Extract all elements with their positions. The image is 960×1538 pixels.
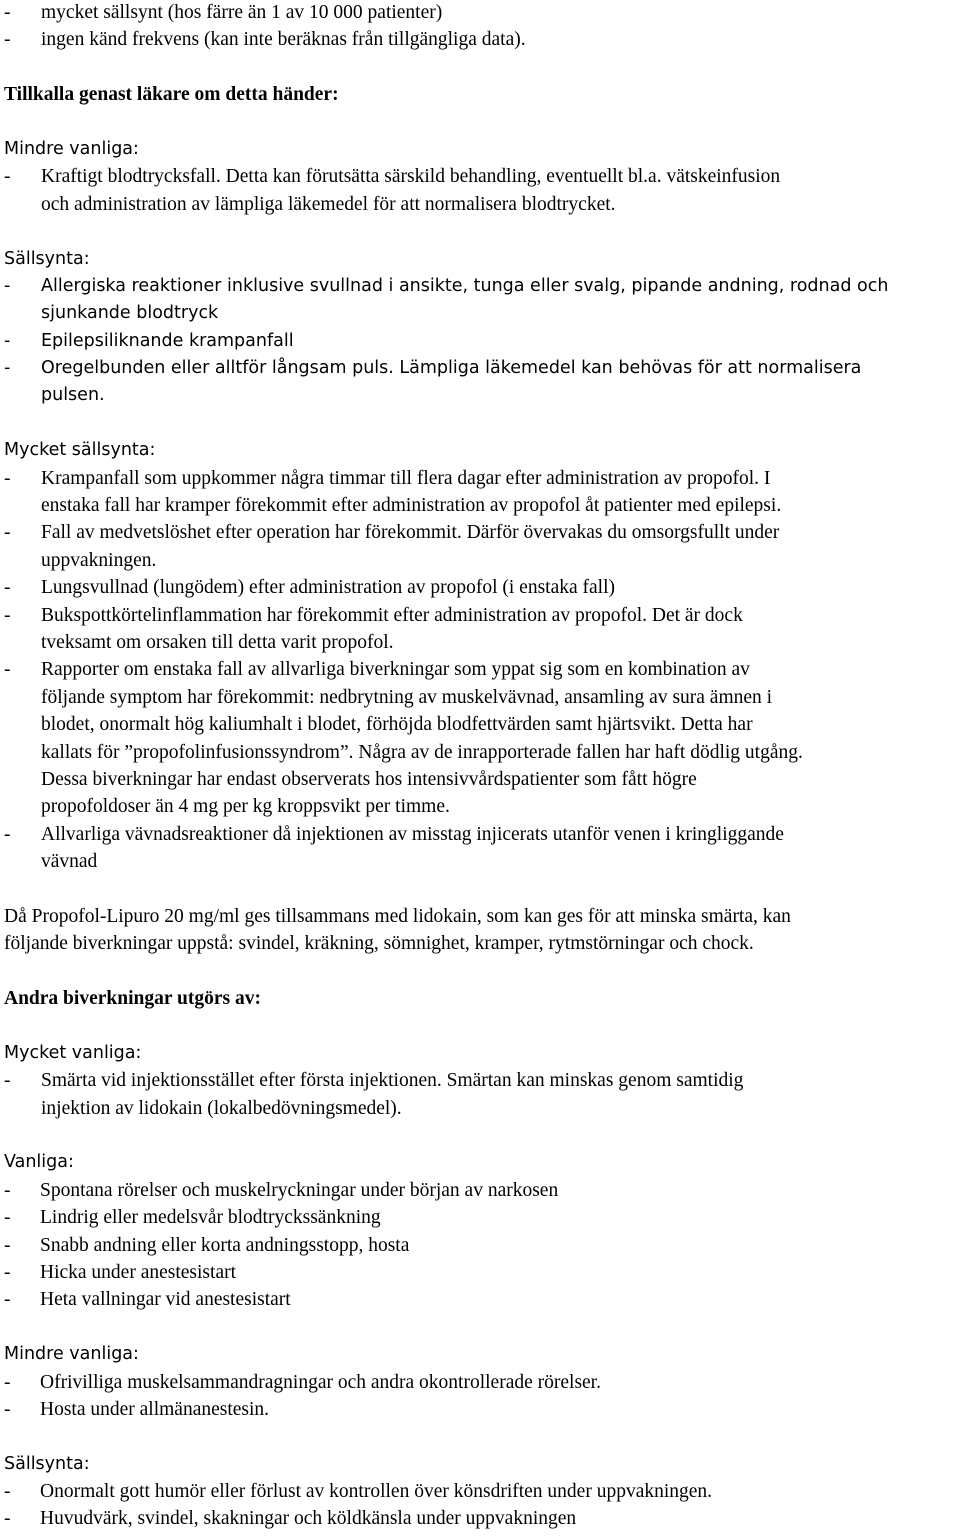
- list-item-text: Bukspottkörtelinflammation har förekommit efter administration av propofol. Det är dock: [41, 604, 743, 626]
- list-item: [4, 1396, 956, 1423]
- frequency-label-mycket-vanliga: Mycket vanliga:: [4, 1042, 142, 1063]
- spacer: [4, 958, 956, 985]
- bullet-dash: -: [4, 1234, 11, 1256]
- list-item: [4, 1286, 956, 1313]
- list-item-text: Allvarliga vävnadsreaktioner då injektionen av misstag injicerats utanför venen i kringliggande: [41, 823, 784, 845]
- frequency-label-sallsynta: Sällsynta:: [4, 1453, 90, 1474]
- list-item: [4, 163, 956, 190]
- list-item-text: Allergiska reaktioner inklusive svullnad i ansikte, tunga eller svalg, pipande andning, rodnad och: [41, 275, 889, 296]
- bullet-dash: -: [4, 577, 11, 599]
- list-item-continuation: enstaka fall har kramper förekommit efter administration av propofol åt patienter med epilepsi.: [41, 495, 782, 517]
- list-item: [4, 26, 956, 53]
- bullet-dash: -: [4, 604, 11, 626]
- list-item-continuation: injektion av lidokain (lokalbedövningsmedel).: [41, 1097, 402, 1119]
- list-item: [4, 1204, 956, 1231]
- frequency-label-mindre-vanliga: Mindre vanliga:: [4, 138, 139, 159]
- list-item: [4, 1067, 956, 1094]
- bullet-dash: -: [4, 358, 11, 379]
- section-heading-other-side-effects: Andra biverkningar utgörs av:: [4, 988, 261, 1010]
- bullet-dash: -: [4, 1398, 11, 1420]
- lidokain-paragraph-line: Då Propofol-Lipuro 20 mg/ml ges tillsammans med lidokain, som kan ges för att minska smärta, kan: [4, 905, 791, 927]
- bullet-dash: -: [4, 1070, 11, 1092]
- list-item: [4, 1369, 956, 1396]
- frequency-label-vanliga: Vanliga:: [4, 1152, 74, 1173]
- list-item-text: ingen känd frekvens (kan inte beräknas från tillgängliga data).: [41, 29, 526, 51]
- list-item: [4, 328, 956, 355]
- list-item: [4, 1478, 956, 1505]
- bullet-dash: -: [4, 1371, 11, 1393]
- list-item: [4, 1232, 956, 1259]
- list-item-text: Spontana rörelser och muskelryckningar under början av narkosen: [40, 1179, 559, 1201]
- list-item-continuation: propofoldoser än 4 mg per kg kroppsvikt per timme.: [41, 796, 450, 818]
- list-item-text: Kraftigt blodtrycksfall. Detta kan förutsätta särskild behandling, eventuellt bl.a. vätskeinfusion: [41, 166, 781, 188]
- bullet-dash: -: [4, 29, 11, 51]
- list-item-continuation: pulsen.: [41, 385, 105, 406]
- bullet-dash: -: [4, 275, 11, 296]
- list-item: [4, 574, 956, 601]
- bullet-dash: -: [4, 1289, 11, 1311]
- list-item: [4, 1505, 956, 1532]
- bullet-dash: -: [4, 166, 11, 188]
- list-item-text: Huvudvärk, svindel, skakningar och köldkänsla under uppvakningen: [40, 1508, 577, 1530]
- list-item-continuation: blodet, onormalt hög kaliumhalt i blodet, förhöjda blodfettvärden samt hjärtsvikt. Detta har: [41, 714, 753, 736]
- bullet-dash: -: [4, 467, 11, 489]
- bullet-dash: -: [4, 1261, 11, 1283]
- lidokain-paragraph-line: följande biverkningar uppstå: svindel, kräkning, sömnighet, kramper, rytmstörningar och chock.: [4, 933, 754, 955]
- spacer: [4, 410, 956, 437]
- list-item-text: mycket sällsynt (hos färre än 1 av 10 000 patienter): [41, 2, 443, 23]
- list-item: [4, 602, 956, 629]
- bullet-dash: -: [4, 1508, 11, 1530]
- list-item-text: Hicka under anestesistart: [40, 1261, 237, 1283]
- list-item-text: Smärta vid injektionsstället efter första injektionen. Smärtan kan minskas genom samtidig: [41, 1070, 744, 1092]
- list-item: [4, 1177, 956, 1204]
- list-item-text: Onormalt gott humör eller förlust av kontrollen över könsdriften under uppvakningen.: [40, 1481, 713, 1503]
- bullet-dash: -: [4, 659, 11, 681]
- bullet-dash: -: [4, 823, 11, 845]
- list-item-continuation: och administration av lämpliga läkemedel för att normalisera blodtrycket.: [41, 193, 616, 215]
- list-item: [4, 656, 956, 683]
- spacer: [4, 54, 956, 81]
- bullet-dash: -: [4, 1481, 11, 1503]
- list-item-text: Lungsvullnad (lungödem) efter administration av propofol (i enstaka fall): [41, 577, 616, 599]
- spacer: [4, 218, 956, 245]
- list-item-continuation: uppvakningen.: [41, 549, 157, 571]
- list-item-text: Oregelbunden eller alltför långsam puls. Lämpliga läkemedel kan behövas för att normalisera: [41, 358, 862, 379]
- document-page: [4, 0, 956, 1533]
- frequency-label-mindre-vanliga: Mindre vanliga:: [4, 1344, 139, 1365]
- list-item: [4, 465, 956, 492]
- list-item: [4, 355, 956, 382]
- list-item-text: Ofrivilliga muskelsammandragningar och andra okontrollerade rörelser.: [40, 1371, 601, 1393]
- frequency-label-sallsynta: Sällsynta:: [4, 248, 90, 269]
- list-item-text: Rapporter om enstaka fall av allvarliga biverkningar som yppat sig som en kombination av: [41, 659, 750, 681]
- list-item-continuation: tveksamt om orsaken till detta varit propofol.: [41, 631, 394, 653]
- spacer: [4, 876, 956, 903]
- bullet-dash: -: [4, 330, 11, 351]
- list-item-continuation: sjunkande blodtryck: [41, 303, 219, 324]
- list-item-continuation: vävnad: [41, 851, 98, 873]
- spacer: [4, 1314, 956, 1341]
- list-item-text: Epilepsiliknande krampanfall: [41, 330, 294, 351]
- bullet-dash: -: [4, 522, 11, 544]
- spacer: [4, 1423, 956, 1450]
- section-heading-call-doctor: Tillkalla genast läkare om detta händer:: [4, 84, 339, 106]
- list-item-text: Snabb andning eller korta andningsstopp, hosta: [40, 1234, 410, 1256]
- bullet-dash: -: [4, 2, 11, 23]
- list-item-text: Lindrig eller medelsvår blodtryckssänkning: [40, 1207, 381, 1229]
- list-item-text: Fall av medvetslöshet efter operation har förekommit. Därför övervakas du omsorgsfullt under: [41, 522, 780, 544]
- list-item: [4, 273, 956, 300]
- list-item-text: Hosta under allmänanestesin.: [40, 1398, 270, 1420]
- list-item-text: Heta vallningar vid anestesistart: [40, 1289, 291, 1311]
- spacer: [4, 109, 956, 136]
- list-item: [4, 0, 956, 26]
- bullet-dash: -: [4, 1179, 11, 1201]
- list-item: [4, 821, 956, 848]
- list-item: [4, 519, 956, 546]
- list-item-continuation: kallats för ”propofolinfusionssyndrom”. Några av de inrapporterade fallen har haft dödlig utgång.: [41, 741, 803, 763]
- spacer: [4, 1122, 956, 1149]
- list-item-continuation: följande symptom har förekommit: nedbrytning av muskelvävnad, ansamling av sura ämnen i: [41, 686, 773, 708]
- list-item: [4, 1259, 956, 1286]
- list-item-continuation: Dessa biverkningar har endast observerats hos intensivvårdspatienter som fått högre: [41, 768, 697, 790]
- frequency-label-mycket-sallsynta: Mycket sällsynta:: [4, 440, 156, 461]
- list-item-text: Krampanfall som uppkommer några timmar till flera dagar efter administration av propofol. I: [41, 467, 771, 489]
- bullet-dash: -: [4, 1207, 11, 1229]
- spacer: [4, 1012, 956, 1039]
